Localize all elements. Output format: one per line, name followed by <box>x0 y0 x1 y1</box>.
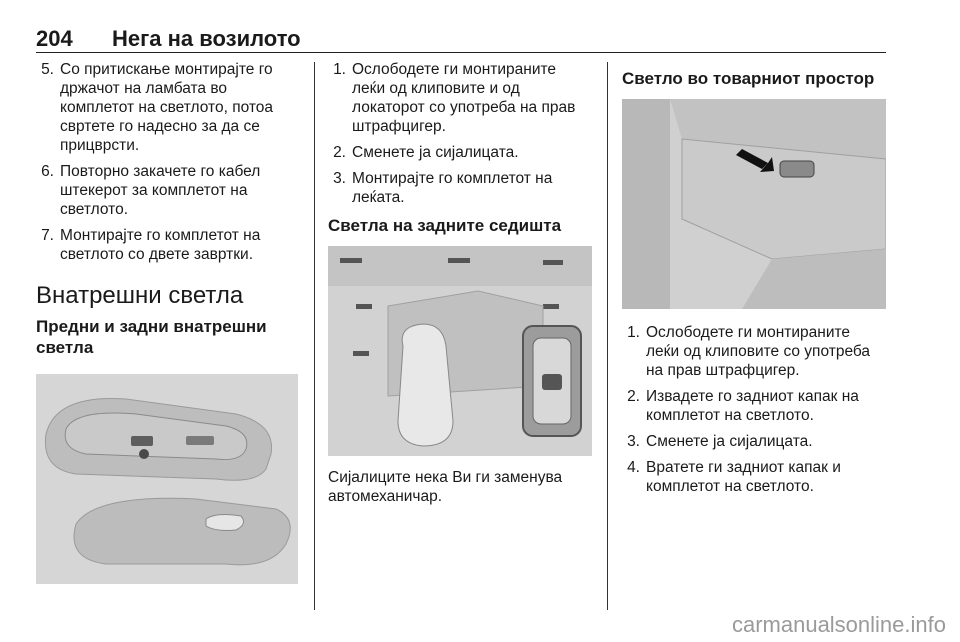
image-caption: Сијалиците нека Ви ги заменува автомеханичар. <box>328 469 563 505</box>
column-divider <box>607 62 608 610</box>
step-number: 2. <box>333 144 346 161</box>
step-text: Вратете ги задниот капак и комплетот на светлото. <box>646 459 841 495</box>
step-text: Ослободете ги монтираните леќи од клиповите и од локаторот со употреба на прав штрафцигер. <box>352 61 576 135</box>
step-text: Монтирајте го комплетот на леќата. <box>352 170 553 206</box>
subsection-heading: Предни и задни внатрешни светла <box>36 317 267 357</box>
step-text: Ослободете ги монтираните леќи од клиповите со употреба на прав штрафцигер. <box>646 324 871 379</box>
interior-light-illustration <box>36 374 298 584</box>
step-item <box>36 226 304 264</box>
step-text: Извадете го задниот капак на комплетот на светлото. <box>646 388 859 424</box>
watermark: carmanualsonline.info <box>731 612 946 637</box>
step-number: 3. <box>627 433 640 450</box>
step-text: Сменете ја сијалицата. <box>646 433 813 450</box>
rear-seat-light-illustration <box>328 246 592 456</box>
step-number: 5. <box>41 61 54 78</box>
page-header <box>36 26 886 53</box>
step-item <box>622 323 886 380</box>
step-item <box>622 432 886 451</box>
step-text: Со притискање монтирајте го држачот на ламбата во комплетот на светлото, потоа свртете го надесно за да се прицврсти. <box>60 61 274 154</box>
step-number: 4. <box>627 459 640 476</box>
step-item <box>36 60 304 155</box>
step-number: 2. <box>627 388 640 405</box>
step-item <box>328 60 592 136</box>
section-heading: Внатрешни светла <box>36 282 244 309</box>
step-text: Сменете ја сијалицата. <box>352 144 519 161</box>
step-item <box>328 143 592 162</box>
column-1 <box>36 60 304 584</box>
subsection-heading: Светла на задните седишта <box>328 216 562 235</box>
cargo-light-illustration <box>622 99 886 309</box>
page-title: Нега на возилото <box>112 26 301 51</box>
step-number: 6. <box>41 163 54 180</box>
step-number: 3. <box>333 170 346 187</box>
step-number: 7. <box>41 227 54 244</box>
column-divider <box>314 62 315 610</box>
step-item <box>36 162 304 219</box>
column-2 <box>328 60 592 506</box>
column-3 <box>622 60 886 503</box>
step-text: Монтирајте го комплетот на светлото со двете завртки. <box>60 227 261 263</box>
step-number: 1. <box>333 61 346 78</box>
step-item <box>328 169 592 207</box>
step-item <box>622 387 886 425</box>
step-text: Повторно закачете го кабел штекерот за комплетот на светлото. <box>60 163 261 218</box>
page-number: 204 <box>36 26 73 51</box>
step-item <box>622 458 886 496</box>
step-number: 1. <box>627 324 640 341</box>
subsection-heading: Светло во товарниот простор <box>622 69 875 88</box>
